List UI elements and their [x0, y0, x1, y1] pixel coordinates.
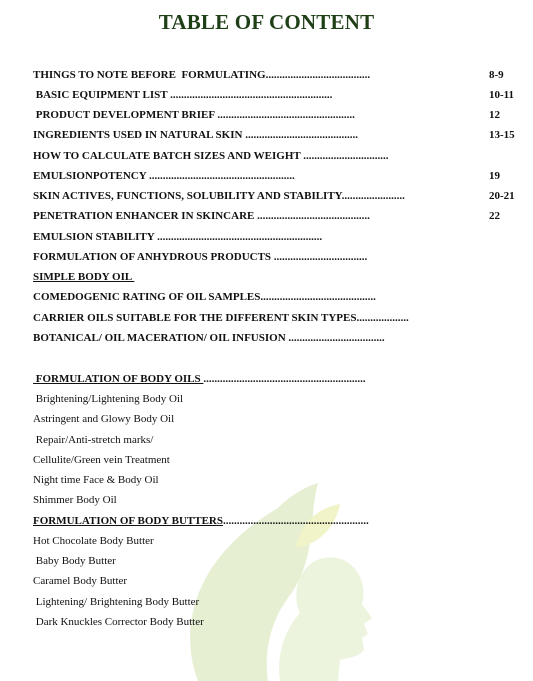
toc-entry-label: COMEDOGENIC RATING OF OIL SAMPLES [33, 291, 261, 303]
toc-entry-label: HOW TO CALCULATE BATCH SIZES AND WEIGHT [33, 150, 304, 162]
toc-entry-label: CARRIER OILS SUITABLE FOR THE DIFFERENT SKIN TYPES [33, 312, 357, 324]
toc-entry-label: SIMPLE BODY OIL [33, 271, 135, 283]
toc-leader: ......................................... [245, 129, 358, 141]
toc-entry[interactable] [33, 228, 523, 246]
toc-leader: ..................................................... [222, 515, 369, 527]
list-item: Baby Body Butter [33, 555, 116, 567]
toc-leader: .................................................. [217, 109, 355, 121]
toc-entry-label: BASIC EQUIPMENT LIST [33, 89, 171, 101]
toc-entry[interactable] [33, 86, 523, 104]
toc-page-number: 10-11 [489, 89, 515, 101]
toc-leader: ................................... [288, 332, 385, 344]
toc-entry-label: PRODUCT DEVELOPMENT BRIEF [33, 109, 218, 121]
toc-leader: ............................................................ [157, 231, 323, 243]
list-item: Brightening/Lightening Body Oil [33, 393, 184, 405]
list-item: Cellulite/Green vein Treatment [33, 454, 170, 466]
toc-entry-label: THINGS TO NOTE BEFORE FORMULATING [33, 69, 266, 81]
toc-entry-label: FORMULATION OF BODY OILS [33, 373, 204, 385]
toc-entry[interactable] [33, 147, 523, 165]
toc-leader: ........................................................... [203, 373, 366, 385]
toc-section-heading[interactable] [33, 370, 523, 388]
toc-entry-label: EMULSIONPOTENCY [33, 170, 150, 182]
toc-entry[interactable] [33, 207, 523, 225]
toc-page-number: 12 [489, 109, 500, 121]
toc-leader: ....................... [341, 190, 405, 202]
toc-leader: .................................. [273, 251, 368, 263]
list-item: Hot Chocolate Body Butter [33, 535, 154, 547]
list-item: Astringent and Glowy Body Oil [33, 413, 175, 425]
list-item: Repair/Anti-stretch marks/ [33, 434, 154, 446]
toc-entry[interactable] [33, 167, 523, 185]
toc-page-number: 22 [489, 210, 500, 222]
toc-leader: ........................................................... [170, 89, 333, 101]
toc-entry[interactable] [33, 66, 523, 84]
toc-leader: ......................................... [257, 210, 370, 222]
toc-leader: ..................................................... [149, 170, 295, 182]
toc-entry-label: INGREDIENTS USED IN NATURAL SKIN [33, 129, 246, 141]
toc-entry-label: BOTANICAL/ OIL MACERATION/ OIL INFUSION [33, 332, 289, 344]
toc-leader: .......................................... [260, 291, 376, 303]
toc-entry[interactable] [33, 248, 523, 266]
toc-entry[interactable] [33, 329, 523, 347]
toc-entry-label: EMULSION STABILITY [33, 231, 158, 243]
toc-leader: ...................................... [265, 69, 371, 81]
toc-entry-label: FORMULATION OF BODY BUTTERS [33, 515, 223, 527]
toc-page-number: 8-9 [489, 69, 504, 81]
toc-leader: ................... [356, 312, 409, 324]
toc-leader: ............................... [303, 150, 389, 162]
toc-entry-label: PENETRATION ENHANCER IN SKINCARE [33, 210, 258, 222]
toc-page-number: 20-21 [489, 190, 515, 202]
toc-section-heading[interactable] [33, 512, 523, 530]
toc-entry[interactable] [33, 309, 523, 327]
list-item: Dark Knuckles Corrector Body Butter [33, 616, 204, 628]
toc-page-number: 19 [489, 170, 500, 182]
toc-entry[interactable] [33, 106, 523, 124]
toc-entry-label: SKIN ACTIVES, FUNCTIONS, SOLUBILITY AND STABILITY [33, 190, 342, 202]
list-item: Lightening/ Brightening Body Butter [33, 596, 200, 608]
toc-entry-label: FORMULATION OF ANHYDROUS PRODUCTS [33, 251, 274, 263]
page-title: TABLE OF CONTENT [158, 10, 375, 34]
list-item: Caramel Body Butter [33, 575, 128, 587]
toc-entry[interactable] [33, 288, 523, 306]
list-item: Shimmer Body Oil [33, 494, 117, 506]
toc-section-heading[interactable] [33, 268, 523, 286]
list-item: Night time Face & Body Oil [33, 474, 159, 486]
toc-entry[interactable] [33, 126, 523, 144]
toc-page-number: 13-15 [489, 129, 515, 141]
toc-entry[interactable] [33, 187, 523, 205]
